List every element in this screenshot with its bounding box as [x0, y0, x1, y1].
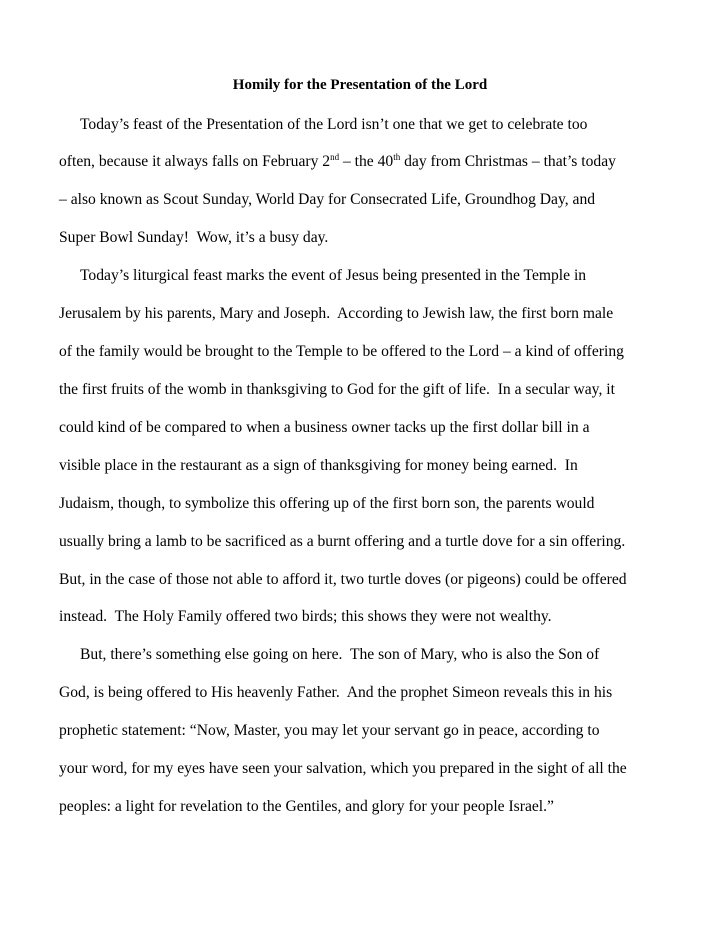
text-line-19: peoples: a light for revelation to the Gentiles, and glory for your people Israel.” [59, 798, 554, 815]
superscript-th: th [393, 152, 401, 162]
text-line-14: instead. The Holy Family offered two birds; this shows they were not wealthy. [59, 608, 552, 625]
text-line-2-part-c: day from Christmas – that’s today [400, 153, 616, 170]
text-line-13: But, in the case of those not able to afford it, two turtle doves (or pigeons) could be offered [59, 571, 627, 588]
text-line-3: – also known as Scout Sunday, World Day for Consecrated Life, Groundhog Day, and [59, 191, 596, 208]
text-line-11: Judaism, though, to symbolize this offering up of the first born son, the parents would [59, 495, 595, 512]
superscript-nd: nd [330, 152, 340, 162]
text-line-5: Today’s liturgical feast marks the event of Jesus being presented in the Temple in [80, 267, 587, 284]
text-line-9: could kind of be compared to when a business owner tacks up the first dollar bill in a [59, 419, 590, 436]
text-line-8: the first fruits of the womb in thanksgiving to God for the gift of life. In a secular way, it [59, 381, 615, 398]
text-line-2 [59, 152, 616, 172]
text-line-15: But, there’s something else going on here. The son of Mary, who is also the Son of [80, 646, 600, 663]
text-line-6: Jerusalem by his parents, Mary and Joseph. According to Jewish law, the first born male [59, 305, 614, 322]
text-line-17: prophetic statement: “Now, Master, you may let your servant go in peace, according to [59, 722, 600, 739]
text-line-18: your word, for my eyes have seen your salvation, which you prepared in the sight of all the [59, 760, 627, 777]
text-line-10: visible place in the restaurant as a sign of thanksgiving for money being earned. In [59, 457, 578, 474]
text-line-4: Super Bowl Sunday! Wow, it’s a busy day. [59, 229, 329, 246]
text-line-12: usually bring a lamb to be sacrificed as a burnt offering and a turtle dove for a sin offering. [59, 533, 626, 550]
document-title: Homily for the Presentation of the Lord [232, 77, 488, 93]
text-line-16: God, is being offered to His heavenly Father. And the prophet Simeon reveals this in his [59, 684, 613, 701]
text-line-2-part-b: – the 40 [339, 153, 394, 170]
text-line-2-part-a: often, because it always falls on February 2 [59, 153, 331, 170]
text-line-7: of the family would be brought to the Temple to be offered to the Lord – a kind of offering [59, 343, 624, 360]
text-line-1: Today’s feast of the Presentation of the Lord isn’t one that we get to celebrate too [80, 116, 588, 133]
